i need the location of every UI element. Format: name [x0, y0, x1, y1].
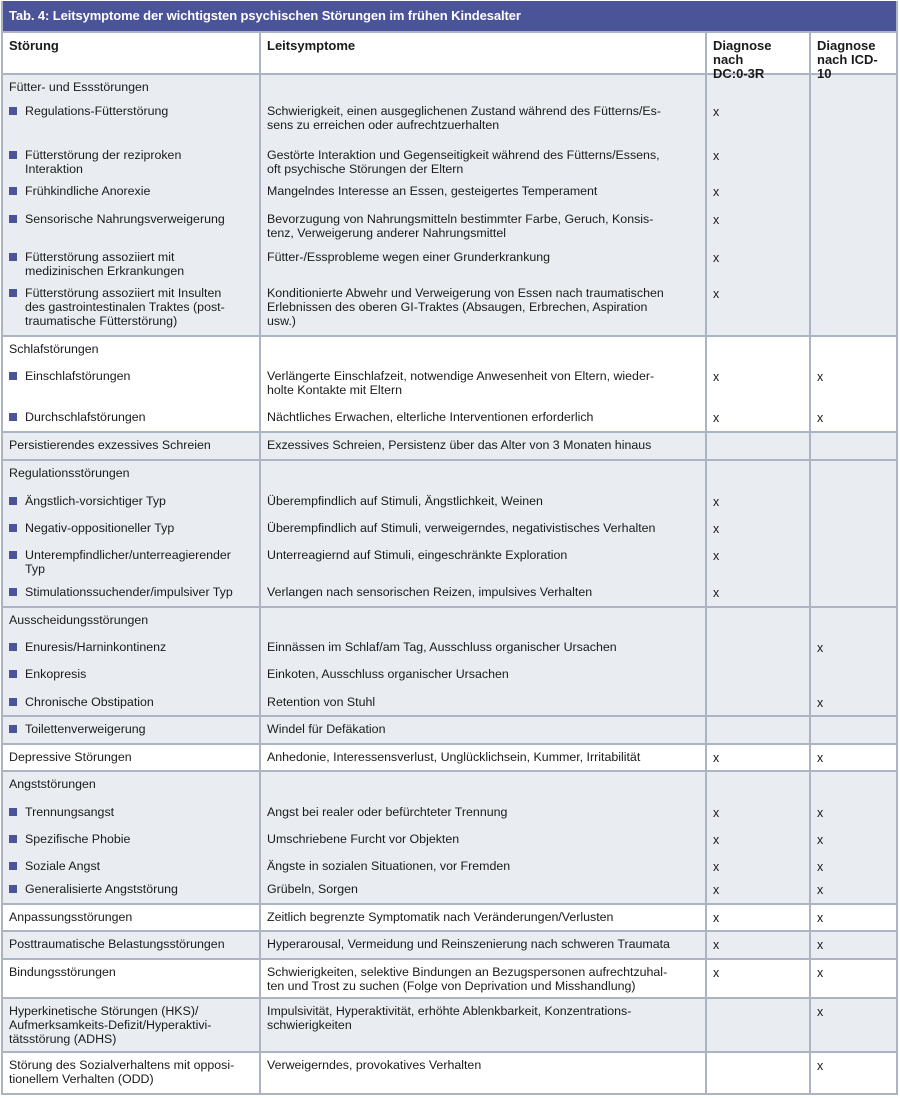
text-line: Impulsivität, Hyperaktivität, erhöhte Ablenkbarkeit, Konzentrations-	[267, 1004, 632, 1018]
text-line: Toilettenverweigerung	[25, 722, 146, 736]
text-line: Depressive Störungen	[9, 750, 132, 764]
disorder-name-text	[25, 148, 181, 176]
disorder-name	[9, 965, 259, 979]
disorder-name-text	[25, 805, 114, 819]
column-header-line: Diagnose nach	[713, 38, 772, 67]
symptoms-text	[267, 1058, 705, 1072]
symptoms-text	[267, 369, 705, 397]
table-group-row	[3, 431, 896, 459]
table-group-row	[3, 459, 896, 606]
icd10-cell	[809, 337, 896, 431]
icd10-mark: x	[817, 1005, 824, 1019]
dc03r-cell	[705, 717, 809, 743]
icd10-mark: x	[817, 883, 824, 897]
symptoms-text	[267, 250, 705, 264]
text-line: traumatische Fütterstörung)	[25, 314, 178, 328]
group-name: Fütter- und Essstörungen	[9, 80, 149, 94]
leitsymptome-cell	[259, 337, 705, 431]
text-line: Angst bei realer oder befürchteter Trennung	[267, 805, 508, 819]
leitsymptome-cell	[259, 999, 705, 1051]
square-bullet-icon	[9, 215, 17, 223]
stoerung-cell	[3, 905, 259, 930]
symptoms-text	[267, 750, 705, 764]
text-line: Frühkindliche Anorexie	[25, 184, 151, 198]
symptoms-text	[267, 667, 705, 681]
icd10-cell	[809, 75, 896, 335]
disorder-name	[9, 640, 259, 654]
leitsymptome-cell	[259, 772, 705, 903]
disorder-name	[9, 410, 259, 424]
text-line: Grübeln, Sorgen	[267, 882, 358, 896]
square-bullet-icon	[9, 670, 17, 678]
text-line: Regulations-Fütterstörung	[25, 104, 169, 118]
symptoms-text	[267, 585, 705, 599]
disorder-name-text	[25, 640, 166, 654]
icd10-cell	[809, 932, 896, 958]
square-bullet-icon	[9, 497, 17, 505]
square-bullet-icon	[9, 808, 17, 816]
icd10-mark: x	[817, 641, 824, 655]
symptoms-text	[267, 521, 705, 535]
text-line: Verlangen nach sensorischen Reizen, impulsives Verhalten	[267, 585, 593, 599]
stoerung-cell	[3, 433, 259, 459]
square-bullet-icon	[9, 885, 17, 893]
table-title: Tab. 4: Leitsymptome der wichtigsten psychischen Störungen im frühen Kindesalter	[3, 1, 896, 31]
dc03r-mark: x	[713, 883, 720, 897]
text-line: des gastrointestinalen Traktes (post-	[25, 300, 225, 314]
dc03r-mark: x	[713, 185, 720, 199]
dc03r-mark: x	[713, 751, 720, 765]
square-bullet-icon	[9, 643, 17, 651]
table-group-row	[3, 335, 896, 431]
symptoms-text	[267, 859, 705, 873]
text-line: sens zu erreichen oder aufrechtzuerhalten	[267, 118, 500, 132]
disorder-name-text	[25, 521, 174, 535]
text-line: Verlängerte Einschlafzeit, notwendige Anwesenheit von Eltern, wieder-	[267, 369, 655, 383]
text-line: Hyperarousal, Vermeidung und Reinszenierung nach schweren Traumata	[267, 937, 670, 951]
icd10-cell	[809, 772, 896, 903]
disorder-name-text	[9, 1004, 211, 1046]
group-name: Ausscheidungsstörungen	[9, 613, 149, 627]
leitsymptome-cell	[259, 608, 705, 715]
disorder-name	[9, 805, 259, 819]
disorder-name	[9, 667, 259, 681]
disorder-name	[9, 548, 259, 576]
disorder-name	[9, 910, 259, 924]
square-bullet-icon	[9, 253, 17, 261]
dc03r-cell	[705, 905, 809, 930]
symptom-table	[1, 1, 898, 1095]
disorder-name	[9, 882, 259, 896]
text-line: schwierigkeiten	[267, 1018, 352, 1032]
disorder-name-text	[25, 585, 233, 599]
text-line: Störung des Sozialverhaltens mit opposi-	[9, 1058, 235, 1072]
text-line: Fütter-/Essprobleme wegen einer Grunderkrankung	[267, 250, 551, 264]
disorder-name	[9, 494, 259, 508]
icd10-mark: x	[817, 1059, 824, 1073]
square-bullet-icon	[9, 372, 17, 380]
icd10-mark: x	[817, 860, 824, 874]
text-line: tätsstörung (ADHS)	[9, 1032, 117, 1046]
stoerung-cell	[3, 932, 259, 958]
symptoms-text	[267, 548, 705, 562]
dc03r-mark: x	[713, 911, 720, 925]
disorder-name-text	[25, 494, 166, 508]
text-line: holte Kontakte mit Eltern	[267, 383, 402, 397]
stoerung-cell	[3, 772, 259, 903]
group-name: Regulationsstörungen	[9, 466, 130, 480]
icd10-mark: x	[817, 911, 824, 925]
text-line: Aufmerksamkeits-Defizit/Hyperaktivi-	[9, 1018, 212, 1032]
text-line: Generalisierte Angststörung	[25, 882, 178, 896]
dc03r-mark: x	[713, 105, 720, 119]
disorder-name	[9, 184, 259, 198]
text-line: Einnässen im Schlaf/am Tag, Ausschluss organischer Ursachen	[267, 640, 617, 654]
square-bullet-icon	[9, 725, 17, 733]
icd10-cell	[809, 608, 896, 715]
disorder-name-text	[25, 667, 86, 681]
column-header-leitsymptome: Leitsymptome	[259, 33, 705, 87]
text-line: tionellem Verhalten (ODD)	[9, 1072, 154, 1086]
symptoms-text	[267, 640, 705, 654]
text-line: Sensorische Nahrungsverweigerung	[25, 212, 225, 226]
disorder-name-text	[9, 965, 116, 979]
disorder-name-text	[9, 1058, 234, 1086]
stoerung-cell	[3, 1053, 259, 1093]
text-line: Erlebnissen des oberen GI-Traktes (Absaugen, Erbrechen, Aspiration	[267, 300, 648, 314]
disorder-name	[9, 148, 259, 176]
leitsymptome-cell	[259, 1053, 705, 1093]
disorder-name-text	[25, 882, 178, 896]
disorder-name-text	[9, 438, 211, 452]
symptoms-text	[267, 286, 705, 328]
dc03r-cell	[705, 932, 809, 958]
disorder-name-text	[9, 750, 132, 764]
icd10-cell	[809, 1053, 896, 1093]
text-line: Retention von Stuhl	[267, 695, 376, 709]
disorder-name-text	[25, 695, 154, 709]
symptoms-text	[267, 438, 705, 452]
table-header-row	[3, 31, 896, 81]
stoerung-cell	[3, 960, 259, 997]
leitsymptome-cell	[259, 745, 705, 770]
dc03r-mark: x	[713, 370, 720, 384]
symptoms-text	[267, 965, 705, 993]
text-line: Überempfindlich auf Stimuli, Ängstlichkeit, Weinen	[267, 494, 543, 508]
icd10-cell	[809, 433, 896, 459]
text-line: Spezifische Phobie	[25, 832, 131, 846]
disorder-name	[9, 1004, 259, 1046]
text-line: Mangelndes Interesse an Essen, gesteigertes Temperament	[267, 184, 598, 198]
disorder-name	[9, 438, 259, 452]
icd10-cell	[809, 905, 896, 930]
dc03r-mark: x	[713, 938, 720, 952]
symptoms-text	[267, 882, 705, 896]
dc03r-mark: x	[713, 495, 720, 509]
table-group-row	[3, 770, 896, 903]
text-line: Einschlafstörungen	[25, 369, 131, 383]
dc03r-mark: x	[713, 287, 720, 301]
dc03r-cell	[705, 772, 809, 903]
stoerung-cell	[3, 461, 259, 606]
icd10-cell	[809, 461, 896, 606]
disorder-name	[9, 250, 259, 278]
symptoms-text	[267, 184, 705, 198]
disorder-name	[9, 521, 259, 535]
disorder-name-text	[25, 722, 146, 736]
text-line: Exzessives Schreien, Persistenz über das Alter von 3 Monaten hinaus	[267, 438, 652, 452]
disorder-name	[9, 585, 259, 599]
stoerung-cell	[3, 717, 259, 743]
text-line: Windel für Defäkation	[267, 722, 386, 736]
leitsymptome-cell	[259, 960, 705, 997]
disorder-name	[9, 832, 259, 846]
text-line: Ängstlich-vorsichtiger Typ	[25, 494, 166, 508]
text-line: Durchschlafstörungen	[25, 410, 146, 424]
table-group-row	[3, 958, 896, 997]
disorder-name	[9, 750, 259, 764]
dc03r-cell	[705, 1053, 809, 1093]
table-group-row	[3, 930, 896, 958]
stoerung-cell	[3, 75, 259, 335]
disorder-name-text	[25, 859, 100, 873]
table-group-row	[3, 997, 896, 1051]
dc03r-mark: x	[713, 251, 720, 265]
text-line: Hyperkinetische Störungen (HKS)/	[9, 1004, 199, 1018]
text-line: Schwierigkeiten, selektive Bindungen an Bezugspersonen aufrechtzuhal-	[267, 965, 668, 979]
dc03r-cell	[705, 461, 809, 606]
text-line: Zeitlich begrenzte Symptomatik nach Veränderungen/Verlusten	[267, 910, 614, 924]
disorder-name	[9, 369, 259, 383]
column-header-line: Diagnose	[817, 38, 876, 53]
dc03r-mark: x	[713, 586, 720, 600]
symptoms-text	[267, 695, 705, 709]
symptoms-text	[267, 148, 705, 176]
disorder-name-text	[25, 184, 150, 198]
dc03r-cell	[705, 960, 809, 997]
leitsymptome-cell	[259, 433, 705, 459]
text-line: Persistierendes exzessives Schreien	[9, 438, 211, 452]
square-bullet-icon	[9, 151, 17, 159]
dc03r-mark: x	[713, 549, 720, 563]
text-line: Ängste in sozialen Situationen, vor Fremden	[267, 859, 511, 873]
square-bullet-icon	[9, 524, 17, 532]
disorder-name	[9, 859, 259, 873]
square-bullet-icon	[9, 187, 17, 195]
square-bullet-icon	[9, 413, 17, 421]
icd10-mark: x	[817, 751, 824, 765]
symptoms-text	[267, 722, 705, 736]
text-line: Enuresis/Harninkontinenz	[25, 640, 167, 654]
text-line: Nächtliches Erwachen, elterliche Interventionen erforderlich	[267, 410, 594, 424]
text-line: Unterreagiernd auf Stimuli, eingeschränkte Exploration	[267, 548, 568, 562]
icd10-cell	[809, 999, 896, 1051]
text-line: Anpassungsstörungen	[9, 910, 133, 924]
text-line: Bevorzugung von Nahrungsmitteln bestimmter Farbe, Geruch, Konsis-	[267, 212, 654, 226]
symptoms-text	[267, 832, 705, 846]
text-line: ten und Trost zu suchen (Folge von Deprivation und Misshandlung)	[267, 979, 636, 993]
column-header-line: nach ICD-10	[817, 52, 878, 81]
text-line: Anhedonie, Interessensverlust, Unglücklichsein, Kummer, Irritabilität	[267, 750, 641, 764]
text-line: Bindungsstörungen	[9, 965, 116, 979]
text-line: usw.)	[267, 314, 296, 328]
dc03r-cell	[705, 608, 809, 715]
text-line: Soziale Angst	[25, 859, 101, 873]
disorder-name	[9, 937, 259, 951]
dc03r-mark: x	[713, 966, 720, 980]
table-group-row	[3, 1051, 896, 1093]
dc03r-mark: x	[713, 833, 720, 847]
icd10-cell	[809, 717, 896, 743]
square-bullet-icon	[9, 107, 17, 115]
table-group-row	[3, 73, 896, 335]
icd10-mark: x	[817, 696, 824, 710]
leitsymptome-cell	[259, 75, 705, 335]
icd10-mark: x	[817, 938, 824, 952]
text-line: medizinischen Erkrankungen	[25, 264, 185, 278]
stoerung-cell	[3, 999, 259, 1051]
group-name: Angststörungen	[9, 777, 96, 791]
text-line: Schwierigkeit, einen ausgeglichenen Zustand während des Fütterns/Es-	[267, 104, 661, 118]
text-line: Typ	[25, 562, 45, 576]
text-line: Stimulationssuchender/impulsiver Typ	[25, 585, 233, 599]
disorder-name-text	[25, 286, 225, 328]
symptoms-text	[267, 910, 705, 924]
icd10-cell	[809, 960, 896, 997]
square-bullet-icon	[9, 588, 17, 596]
text-line: Fütterstörung der reziproken	[25, 148, 182, 162]
disorder-name	[9, 286, 259, 328]
dc03r-mark: x	[713, 522, 720, 536]
stoerung-cell	[3, 745, 259, 770]
disorder-name-text	[25, 832, 130, 846]
icd10-mark: x	[817, 833, 824, 847]
disorder-name	[9, 695, 259, 709]
text-line: Unterempfindlicher/unterreagierender	[25, 548, 231, 562]
dc03r-cell	[705, 745, 809, 770]
table-group-row	[3, 743, 896, 770]
column-header-stoerung: Störung	[9, 38, 59, 53]
table-body	[3, 73, 896, 1093]
icd10-cell	[809, 745, 896, 770]
text-line: Gestörte Interaktion und Gegenseitigkeit während des Fütterns/Essens,	[267, 148, 660, 162]
disorder-name-text	[9, 910, 132, 924]
disorder-name	[9, 1058, 259, 1086]
leitsymptome-cell	[259, 905, 705, 930]
disorder-name	[9, 722, 259, 736]
text-line: Interaktion	[25, 162, 83, 176]
square-bullet-icon	[9, 835, 17, 843]
text-line: Trennungsangst	[25, 805, 115, 819]
icd10-mark: x	[817, 370, 824, 384]
leitsymptome-cell	[259, 932, 705, 958]
leitsymptome-cell	[259, 717, 705, 743]
square-bullet-icon	[9, 551, 17, 559]
disorder-name-text	[25, 548, 231, 576]
icd10-mark: x	[817, 411, 824, 425]
leitsymptome-cell	[259, 461, 705, 606]
stoerung-cell	[3, 337, 259, 431]
text-line: tenz, Verweigerung anderer Nahrungsmittel	[267, 226, 506, 240]
dc03r-mark: x	[713, 860, 720, 874]
text-line: Konditionierte Abwehr und Verweigerung von Essen nach traumatischen	[267, 286, 664, 300]
table-group-row	[3, 903, 896, 930]
icd10-mark: x	[817, 966, 824, 980]
disorder-name-text	[25, 212, 225, 226]
text-line: Negativ-oppositioneller Typ	[25, 521, 175, 535]
square-bullet-icon	[9, 698, 17, 706]
text-line: Chronische Obstipation	[25, 695, 154, 709]
disorder-name-text	[25, 250, 184, 278]
text-line: oft psychische Störungen der Eltern	[267, 162, 464, 176]
square-bullet-icon	[9, 289, 17, 297]
text-line: Fütterstörung assoziiert mit Insulten	[25, 286, 222, 300]
text-line: Fütterstörung assoziiert mit	[25, 250, 175, 264]
disorder-name-text	[25, 410, 146, 424]
icd10-mark: x	[817, 806, 824, 820]
dc03r-mark: x	[713, 411, 720, 425]
disorder-name	[9, 212, 259, 226]
symptoms-text	[267, 805, 705, 819]
text-line: Überempfindlich auf Stimuli, verweigerndes, negativistisches Verhalten	[267, 521, 656, 535]
dc03r-cell	[705, 433, 809, 459]
symptoms-text	[267, 1004, 705, 1032]
text-line: Umschriebene Furcht vor Objekten	[267, 832, 460, 846]
group-name: Schlafstörungen	[9, 342, 99, 356]
table-group-row	[3, 715, 896, 743]
disorder-name	[9, 104, 259, 118]
dc03r-cell	[705, 75, 809, 335]
dc03r-cell	[705, 999, 809, 1051]
disorder-name-text	[9, 937, 225, 951]
symptoms-text	[267, 494, 705, 508]
stoerung-cell	[3, 608, 259, 715]
symptoms-text	[267, 212, 705, 240]
dc03r-cell	[705, 337, 809, 431]
text-line: Verweigerndes, provokatives Verhalten	[267, 1058, 482, 1072]
text-line: Posttraumatische Belastungsstörungen	[9, 937, 225, 951]
disorder-name-text	[25, 369, 130, 383]
disorder-name-text	[25, 104, 168, 118]
text-line: Einkoten, Ausschluss organischer Ursachen	[267, 667, 509, 681]
text-line: Enkopresis	[25, 667, 87, 681]
square-bullet-icon	[9, 862, 17, 870]
dc03r-mark: x	[713, 213, 720, 227]
dc03r-mark: x	[713, 806, 720, 820]
dc03r-mark: x	[713, 149, 720, 163]
symptoms-text	[267, 937, 705, 951]
table-group-row	[3, 606, 896, 715]
symptoms-text	[267, 104, 705, 132]
column-header-line: DC:0-3R	[713, 66, 765, 81]
symptoms-text	[267, 410, 705, 424]
